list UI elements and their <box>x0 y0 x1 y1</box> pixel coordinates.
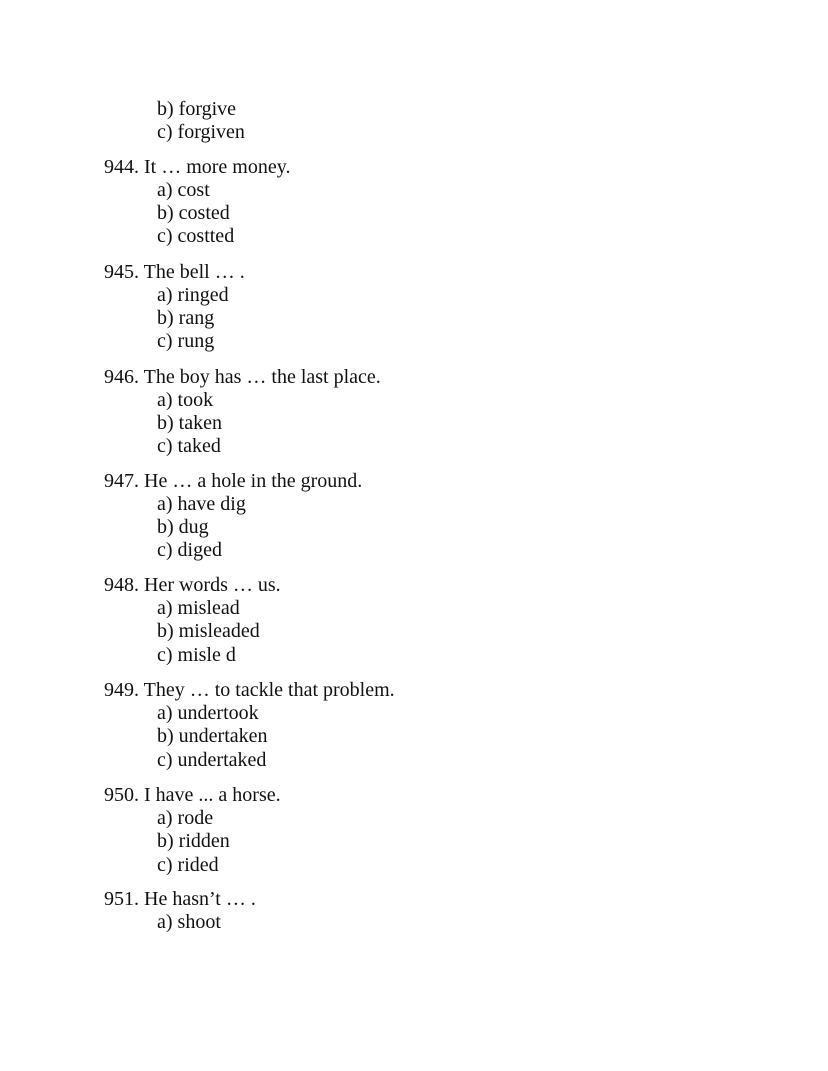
option-item: c) undertaked <box>157 749 267 771</box>
question-text: 946. The boy has … the last place. <box>104 366 381 388</box>
question-text: 949. They … to tackle that problem. <box>104 679 395 701</box>
option-item: b) costed <box>157 202 230 224</box>
option-item: b) forgive <box>157 98 237 120</box>
option-item: a) have dig <box>157 493 246 515</box>
option-item: a) cost <box>157 179 210 201</box>
option-item: a) took <box>157 389 214 411</box>
option-item: a) ringed <box>157 284 229 306</box>
option-item: c) misle d <box>157 644 236 666</box>
option-item: b) taken <box>157 412 222 434</box>
option-item: b) rang <box>157 307 215 329</box>
question-text: 950. I have ... a horse. <box>104 784 281 806</box>
option-item: c) forgiven <box>157 121 245 143</box>
option-item: a) undertook <box>157 702 259 724</box>
question-text: 951. He hasn’t … . <box>104 888 256 910</box>
option-item: c) diged <box>157 539 222 561</box>
option-item: b) undertaken <box>157 725 268 747</box>
option-item: c) costted <box>157 225 235 247</box>
option-item: a) mislead <box>157 597 240 619</box>
option-item: b) dug <box>157 516 209 538</box>
option-item: c) taked <box>157 435 221 457</box>
option-item: a) rode <box>157 807 214 829</box>
option-item: b) misleaded <box>157 620 260 642</box>
option-item: a) shoot <box>157 911 221 933</box>
question-text: 947. He … a hole in the ground. <box>104 470 363 492</box>
question-text: 944. It … more money. <box>104 156 291 178</box>
option-item: b) ridden <box>157 830 230 852</box>
option-item: c) rided <box>157 854 219 876</box>
question-text: 948. Her words … us. <box>104 574 281 596</box>
question-text: 945. The bell … . <box>104 261 245 283</box>
option-item: c) rung <box>157 330 215 352</box>
